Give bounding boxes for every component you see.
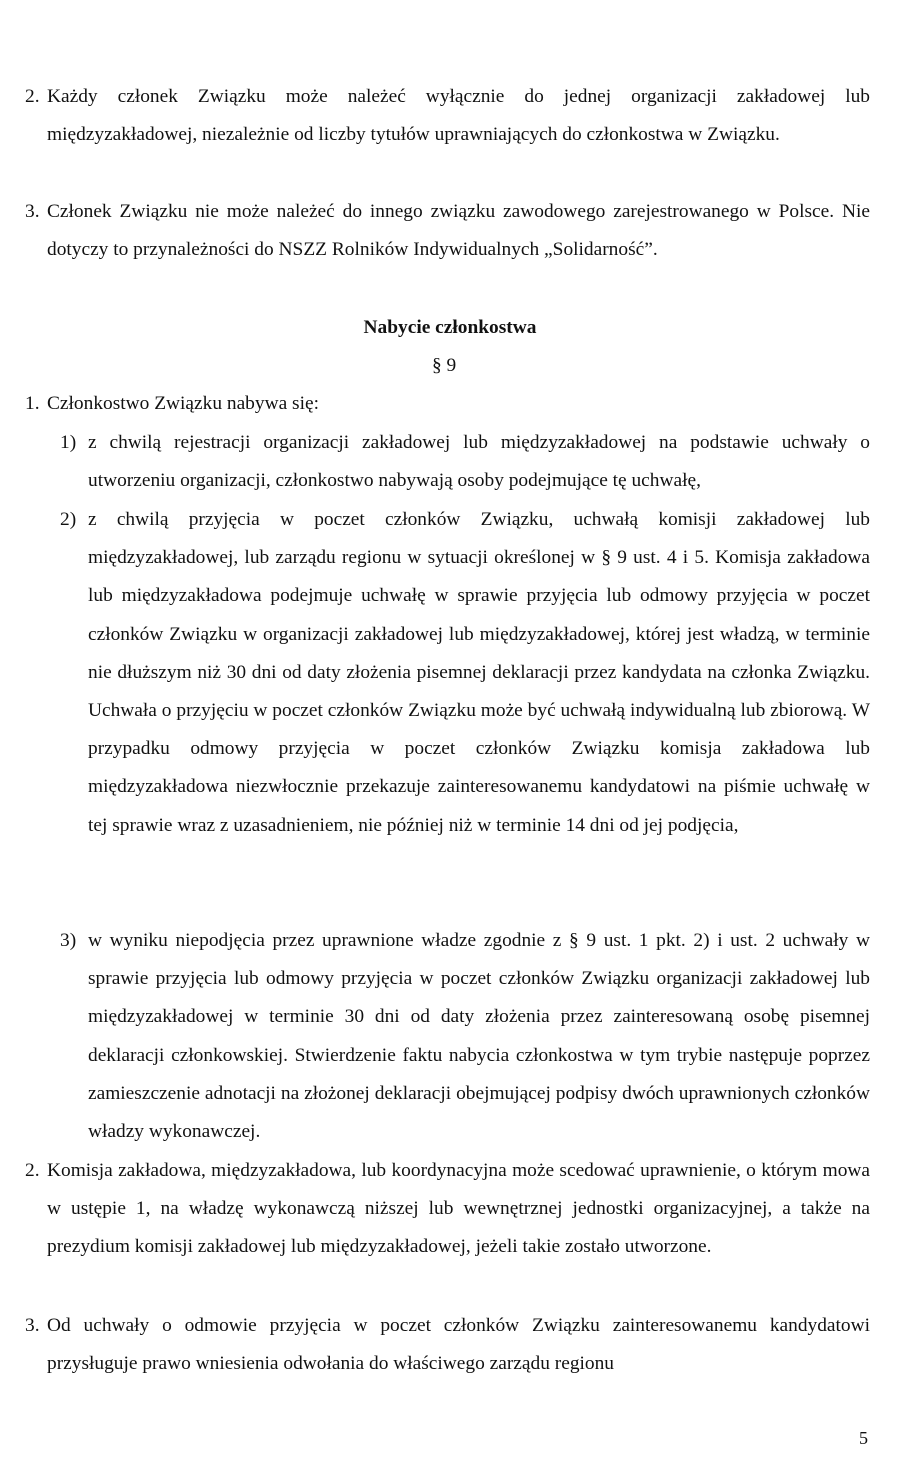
item-text: Każdy członek Związku może należeć wyłącznie do jednej organizacji zakładowej lub międzyzakładowej, niezależnie od liczby tytułów uprawniających do członkostwa w Związku. bbox=[47, 86, 870, 146]
subitem-text: z chwilą przyjęcia w poczet członków Związku, uchwałą komisji zakładowej lub międzyzakładowej, lub zarządu regionu w sytuacji określonej w § 9 ust. 4 i 5. Komisja zakładowa lub międzyzakładowa podejmuje uchwałę w sprawie przyjęcia lub odmowy przyjęcia w poczet członków Związku w organizacji zakładowej lub międzyzakładowej, której jest władzą, w terminie nie dłuższym niż 30 dni od daty złożenia pisemnej deklaracji przez kandydata na członka Związku. Uchwała o przyjęciu w poczet członków Związku może być uchwałą indywidualną lub zbiorową. W przypadku odmowy przyjęcia w poczet członków Związku komisja zakładowa lub międzyzakładowa niezwłocznie przekazuje zainteresowanemu kandydatowi na piśmie uchwałę w tej sprawie wraz z uzasadnieniem, nie później niż w terminie 14 dni od jej podjęcia, bbox=[88, 509, 870, 836]
section-heading: Nabycie członkostwa bbox=[363, 317, 537, 338]
item-number: 2. bbox=[25, 86, 40, 107]
list-item-1 bbox=[25, 385, 870, 423]
subitem-2 bbox=[60, 501, 870, 845]
page-number: 5 bbox=[859, 1428, 868, 1448]
item-number: 2. bbox=[25, 1160, 40, 1181]
item-number: 3. bbox=[25, 1315, 40, 1336]
list-item-2-top bbox=[25, 78, 870, 154]
item-text: Komisja zakładowa, międzyzakładowa, lub koordynacyjna może scedować uprawnienie, o którym mowa w ustępie 1, na władzę wykonawczą niższej lub wewnętrznej jednostki organizacyjnej, a także na prezydium komisji zakładowej lub międzyzakładowej, jeżeli takie zostało utworzone. bbox=[47, 1160, 870, 1258]
list-item-3-top bbox=[25, 193, 870, 269]
subitem-text: w wyniku niepodjęcia przez uprawnione władze zgodnie z § 9 ust. 1 pkt. 2) i ust. 2 uchwały w sprawie przyjęcia lub odmowy przyjęcia w poczet członków Związku organizacji zakładowej lub międzyzakładowej w terminie 30 dni od daty złożenia przez zainteresowaną osobę pisemnej deklaracji członkowskiej. Stwierdzenie faktu nabycia członkostwa w tym trybie następuje poprzez zamieszczenie adnotacji na złożonej deklaracji obejmującej podpisy dwóch uprawnionych członków władzy wykonawczej. bbox=[88, 930, 870, 1143]
subitem-number: 2) bbox=[60, 509, 77, 530]
subitem-3 bbox=[60, 922, 870, 1151]
subitem-number: 1) bbox=[60, 432, 77, 453]
list-item-3-bottom bbox=[25, 1307, 870, 1383]
item-number: 3. bbox=[25, 201, 40, 222]
subitem-1 bbox=[60, 424, 870, 500]
subitem-number: 3) bbox=[60, 930, 77, 951]
item-text: Od uchwały o odmowie przyjęcia w poczet członków Związku zainteresowanemu kandydatowi przysługuje prawo wniesienia odwołania do właściwego zarządu regionu bbox=[47, 1315, 870, 1375]
paragraph-number: § 9 bbox=[432, 355, 457, 376]
item-text: Członek Związku nie może należeć do innego związku zawodowego zarejestrowanego w Polsce. Nie dotyczy to przynależności do NSZZ Rolników Indywidualnych „Solidarność”. bbox=[47, 201, 870, 261]
item-text: Członkostwo Związku nabywa się: bbox=[47, 393, 319, 414]
list-item-2-bottom bbox=[25, 1152, 870, 1267]
item-number: 1. bbox=[25, 393, 40, 414]
subitem-text: z chwilą rejestracji organizacji zakładowej lub międzyzakładowej na podstawie uchwały o utworzeniu organizacji, członkostwo nabywają osoby podejmujące tę uchwałę, bbox=[88, 432, 870, 492]
